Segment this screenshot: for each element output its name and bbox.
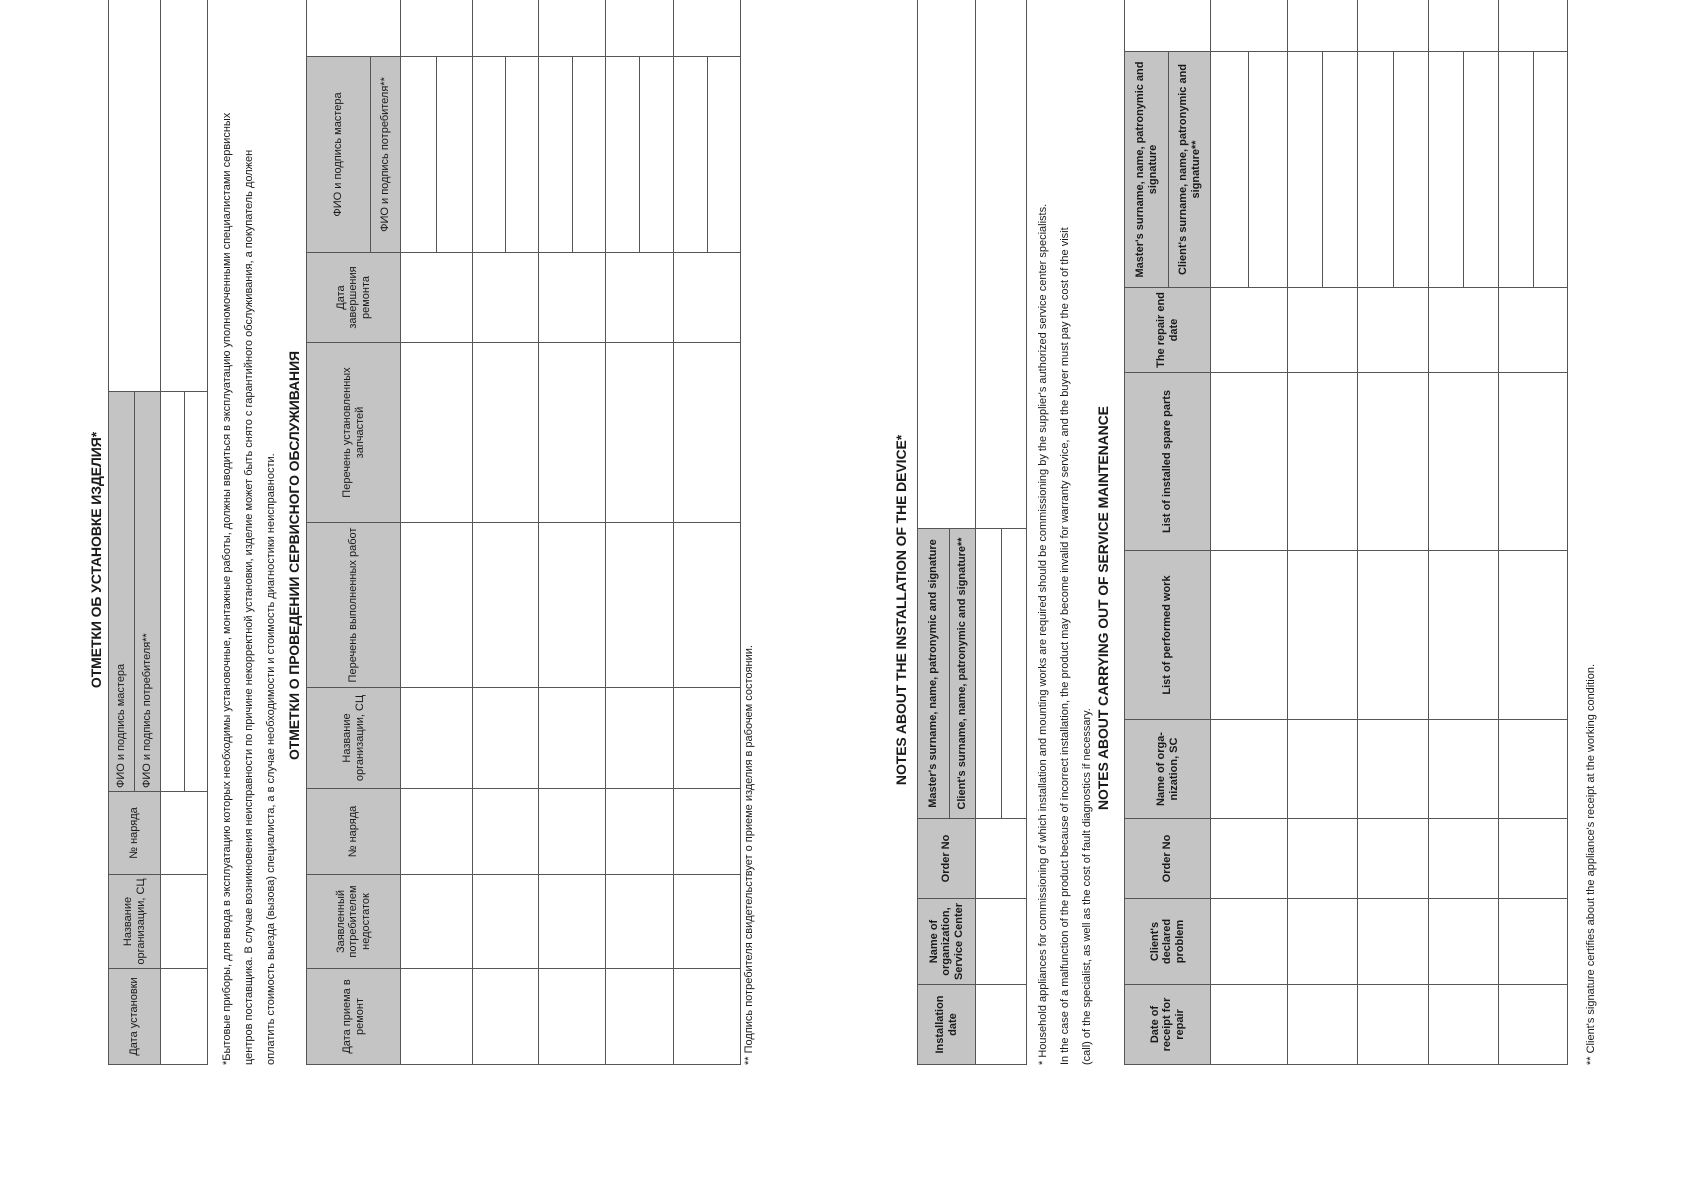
en-install-title: NOTES ABOUT THE INSTALLATION OF THE DEVICE* [893, 434, 909, 786]
en-service-client-cell[interactable] [1464, 52, 1499, 288]
en-service-cell[interactable] [1499, 288, 1568, 373]
en-service-master-header: Master's surname, name, patronymic and signature [1125, 52, 1169, 288]
ru-service-table [306, 0, 741, 1065]
en-service-cell[interactable] [1288, 899, 1358, 985]
en-install-blank-cell [976, 0, 1027, 529]
ru-service-end-header: Дата завершения ремонта [307, 253, 401, 343]
ru-service-master-cell[interactable] [606, 57, 640, 253]
en-service-cell[interactable] [1429, 551, 1499, 720]
en-service-blank-cell [1211, 0, 1288, 52]
ru-service-client-cell[interactable] [573, 57, 606, 253]
en-service-cell[interactable] [1288, 551, 1358, 720]
ru-service-cell[interactable] [539, 969, 606, 1065]
ru-service-cell[interactable] [606, 789, 674, 875]
ru-service-order-header: № наряда [307, 789, 401, 875]
ru-service-cell[interactable] [539, 875, 606, 969]
en-service-receipt-header: Date of receipt for repair [1125, 985, 1211, 1065]
en-service-client-header: Client's surname, name, patronymic and signature** [1169, 52, 1211, 288]
en-service-cell[interactable] [1429, 899, 1499, 985]
en-service-blank-cell [1288, 0, 1358, 52]
ru-service-org-header: Название организации, СЦ [307, 688, 401, 789]
en-service-master-cell[interactable] [1211, 52, 1249, 288]
ru-service-cell[interactable] [401, 253, 473, 343]
en-service-table [1124, 0, 1568, 1065]
en-note-line: In the case of a malfunction of the product because of incorrect installation, the product may become invalid for warranty service, and the buyer must pay the cost of the visit [1059, 227, 1071, 1065]
ru-install-blank-header [109, 0, 161, 392]
en-service-cell[interactable] [1288, 288, 1358, 373]
ru-service-blank-cell [539, 0, 606, 57]
en-service-works-header: List of performed work [1125, 551, 1211, 720]
en-service-cell[interactable] [1429, 720, 1499, 819]
ru-note-line: оплатить стоимость выезда (вызова) специалиста, а в случае необходимости и стоимость диагностики неисправности. [265, 453, 277, 1065]
ru-service-client-cell[interactable] [640, 57, 674, 253]
en-service-cell[interactable] [1358, 551, 1429, 720]
en-install-note [1032, 15, 1098, 1065]
ru-install-org-header: Название организации, СЦ [109, 875, 161, 969]
en-service-cell[interactable] [1288, 819, 1358, 899]
en-install-table [917, 0, 1027, 1065]
ru-service-cell[interactable] [539, 343, 606, 523]
en-install-blank-header [918, 0, 976, 529]
ru-service-client-cell[interactable] [437, 57, 473, 253]
en-service-blank-cell [1429, 0, 1499, 52]
en-service-cell[interactable] [1211, 288, 1288, 373]
ru-service-master-cell[interactable] [539, 57, 573, 253]
ru-service-cell[interactable] [606, 253, 674, 343]
ru-service-client-cell[interactable] [506, 57, 539, 253]
en-install-master-cell[interactable] [976, 529, 1002, 819]
en-service-cell[interactable] [1211, 551, 1288, 720]
en-service-blank-cell [1499, 0, 1568, 52]
ru-install-client-cell[interactable] [185, 392, 208, 792]
ru-note-line: центров поставщика. В случае возникновения неисправности по причине некорректной установки, изделие может быть снято с гарантийного обслуживания, а покупатель должен [243, 149, 255, 1065]
en-install-order-header: Order No [918, 819, 976, 899]
en-service-cell[interactable] [1211, 373, 1288, 551]
ru-service-blank-header [307, 0, 401, 57]
ru-service-cell[interactable] [473, 523, 539, 688]
ru-note-line: *Бытовые приборы, для ввода в эксплуатацию которых необходимы установочные, монтажные работы, должны вводиться в эксплуатацию уполномоченными специалистами сервисных [221, 112, 233, 1065]
ru-service-title: ОТМЕТКИ О ПРОВЕДЕНИИ СЕРВИСНОГО ОБСЛУЖИВАНИЯ [286, 351, 302, 760]
en-service-cell[interactable] [1499, 899, 1568, 985]
ru-install-org-cell[interactable] [161, 875, 208, 969]
en-service-master-cell[interactable] [1429, 52, 1464, 288]
ru-service-blank-cell [674, 0, 741, 57]
ru-install-order-cell[interactable] [161, 792, 208, 875]
ru-service-cell[interactable] [606, 688, 674, 789]
en-service-org-header: Name of orga-nization, SC [1125, 720, 1211, 819]
en-service-cell[interactable] [1429, 373, 1499, 551]
ru-service-cell[interactable] [401, 343, 473, 523]
ru-service-cell[interactable] [473, 343, 539, 523]
en-service-problem-header: Client's declared problem [1125, 899, 1211, 985]
en-service-end-header: The repair end date [1125, 288, 1211, 373]
ru-install-master-cell[interactable] [161, 392, 185, 792]
en-install-master-header: Master's surname, name, patronymic and signature [918, 529, 950, 819]
en-service-cell[interactable] [1499, 551, 1568, 720]
ru-install-order-header: № наряда [109, 792, 161, 875]
ru-service-cell[interactable] [539, 789, 606, 875]
ru-install-title: ОТМЕТКИ ОБ УСТАНОВКЕ ИЗДЕЛИЯ* [88, 431, 104, 689]
ru-service-blank-cell [606, 0, 674, 57]
ru-install-blank-cell [161, 0, 208, 392]
en-service-master-cell[interactable] [1499, 52, 1534, 288]
ru-service-cell[interactable] [473, 969, 539, 1065]
ru-footnote: ** Подпись потребителя свидетельствует о приеме изделия в рабочем состоянии. [743, 645, 755, 1065]
ru-service-receipt-header: Дата приема в ремонт [307, 969, 401, 1065]
en-service-cell[interactable] [1358, 819, 1429, 899]
ru-service-cell[interactable] [606, 343, 674, 523]
en-note-line: (call) of the specialist, as well as the cost of fault diagnostics if necessary. [1081, 708, 1093, 1065]
ru-service-cell[interactable] [401, 969, 473, 1065]
en-service-master-cell[interactable] [1358, 52, 1394, 288]
en-service-client-cell[interactable] [1534, 52, 1568, 288]
ru-install-note [216, 15, 282, 1065]
ru-service-cell[interactable] [674, 688, 741, 789]
ru-service-works-header: Перечень выполненных работ [307, 523, 401, 688]
ru-service-parts-header: Перечень установленных запчастей [307, 343, 401, 523]
ru-service-master-cell[interactable] [401, 57, 437, 253]
en-service-cell[interactable] [1358, 985, 1429, 1065]
ru-service-cell[interactable] [674, 969, 741, 1065]
en-install-order-cell[interactable] [976, 819, 1027, 899]
ru-service-cell[interactable] [401, 688, 473, 789]
en-service-cell[interactable] [1499, 985, 1568, 1065]
en-service-cell[interactable] [1211, 985, 1288, 1065]
en-service-cell[interactable] [1358, 373, 1429, 551]
en-service-client-cell[interactable] [1394, 52, 1429, 288]
ru-service-cell[interactable] [674, 875, 741, 969]
ru-service-cell[interactable] [473, 789, 539, 875]
en-service-cell[interactable] [1429, 985, 1499, 1065]
en-install-client-header: Client's surname, name, patronymic and signature** [950, 529, 976, 819]
ru-service-blank-cell [473, 0, 539, 57]
en-service-cell[interactable] [1358, 288, 1429, 373]
en-service-cell[interactable] [1499, 819, 1568, 899]
ru-service-cell[interactable] [473, 875, 539, 969]
ru-service-cell[interactable] [539, 253, 606, 343]
en-note-line: * Household appliances for commissioning of which installation and mounting works are required should be commissioning by the supplier's authorized service center specialists. [1037, 203, 1049, 1065]
en-service-client-cell[interactable] [1249, 52, 1288, 288]
ru-service-master-cell[interactable] [473, 57, 506, 253]
en-service-master-cell[interactable] [1288, 52, 1323, 288]
en-service-cell[interactable] [1499, 373, 1568, 551]
en-service-cell[interactable] [1288, 720, 1358, 819]
en-service-cell[interactable] [1429, 288, 1499, 373]
en-install-client-cell[interactable] [1002, 529, 1027, 819]
en-service-cell[interactable] [1429, 819, 1499, 899]
ru-service-cell[interactable] [606, 523, 674, 688]
ru-service-cell[interactable] [674, 253, 741, 343]
ru-service-cell[interactable] [401, 875, 473, 969]
ru-install-date-cell[interactable] [161, 969, 208, 1065]
ru-service-blank-cell [401, 0, 473, 57]
ru-service-cell[interactable] [674, 789, 741, 875]
en-footnote: ** Client's signature certifies about the appliance's receipt at the working condition. [1585, 663, 1597, 1065]
en-service-cell[interactable] [1358, 720, 1429, 819]
ru-service-cell[interactable] [401, 523, 473, 688]
ru-service-master-header: ФИО и подпись мастера [307, 57, 371, 253]
en-service-cell[interactable] [1499, 720, 1568, 819]
en-service-cell[interactable] [1358, 899, 1429, 985]
ru-install-date-header: Дата установки [109, 969, 161, 1065]
en-install-date-header: Installation date [918, 985, 976, 1065]
ru-service-cell[interactable] [674, 523, 741, 688]
en-service-cell[interactable] [1211, 819, 1288, 899]
en-service-client-cell[interactable] [1323, 52, 1358, 288]
ru-service-cell[interactable] [539, 688, 606, 789]
en-service-cell[interactable] [1211, 899, 1288, 985]
en-service-title: NOTES ABOUT CARRYING OUT OF SERVICE MAINTENANCE [1095, 406, 1111, 810]
ru-service-cell[interactable] [401, 789, 473, 875]
ru-service-problem-header: Заявленный потребителем недостаток [307, 875, 401, 969]
en-service-parts-header: List of installed spare parts [1125, 373, 1211, 551]
ru-install-master-header: ФИО и подпись мастера [109, 392, 135, 792]
ru-service-cell[interactable] [606, 969, 674, 1065]
ru-service-client-cell[interactable] [708, 57, 741, 253]
ru-service-cell[interactable] [539, 523, 606, 688]
en-service-blank-header [1125, 0, 1211, 52]
ru-install-table [108, 0, 208, 1065]
ru-service-master-cell[interactable] [674, 57, 708, 253]
en-install-org-cell[interactable] [976, 899, 1027, 985]
ru-service-cell[interactable] [606, 875, 674, 969]
en-install-date-cell[interactable] [976, 985, 1027, 1065]
en-service-cell[interactable] [1288, 373, 1358, 551]
ru-service-cell[interactable] [473, 688, 539, 789]
ru-install-client-header: ФИО и подпись потребителя** [135, 392, 161, 792]
en-service-blank-cell [1358, 0, 1429, 52]
ru-service-cell[interactable] [473, 253, 539, 343]
ru-service-cell[interactable] [674, 343, 741, 523]
en-service-cell[interactable] [1288, 985, 1358, 1065]
en-install-org-header: Name of organization, Service Center [918, 899, 976, 985]
en-service-order-header: Order No [1125, 819, 1211, 899]
ru-service-client-header: ФИО и подпись потребителя** [371, 57, 401, 253]
en-service-cell[interactable] [1211, 720, 1288, 819]
